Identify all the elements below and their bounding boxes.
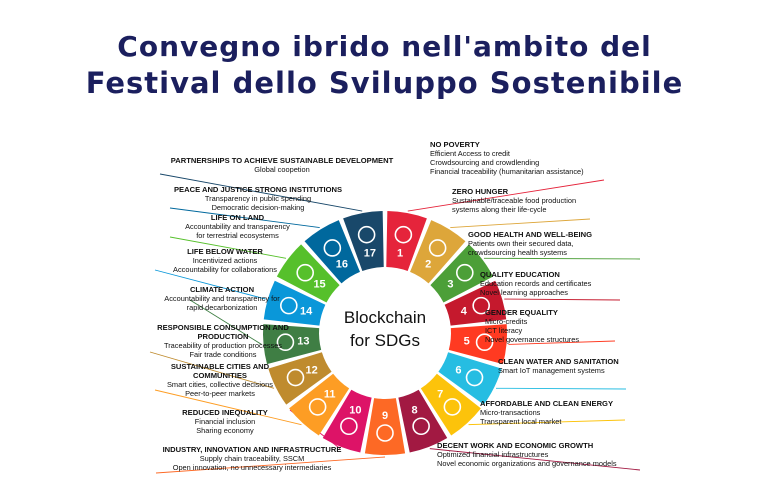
- sdg-label-11: [150, 362, 290, 398]
- sdg-number-9: 9: [381, 410, 389, 422]
- sdg-number-15: 15: [313, 278, 326, 291]
- sdg-label-title-15: LIFE ON LAND: [210, 213, 265, 222]
- sdg-number-4: 4: [460, 305, 467, 318]
- sdg-label-line: rapid decarbonization: [186, 303, 258, 312]
- sdg-number-7: 7: [437, 388, 444, 401]
- sdg-label-line: Financial inclusion: [194, 417, 256, 426]
- sdg-label-line: Transparency in public spending: [204, 194, 312, 203]
- sdg-segment-9: [365, 398, 405, 455]
- sdg-label-title-16: PEACE AND JUSTICE STRONG INSTITUTIONS: [173, 185, 343, 194]
- sdg-label-line: Efficient Access to credit: [430, 149, 510, 158]
- sdg-label-line: Education records and certificates: [480, 279, 592, 288]
- sdg-label-16: [163, 185, 353, 212]
- connector-line-6: [496, 388, 626, 389]
- sdg-label-line: Fair trade conditions: [189, 350, 257, 359]
- sdg-label-line: systems along their life-cycle: [452, 205, 547, 214]
- sdg-label-1: [430, 140, 670, 176]
- sdg-label-line: Novel learning approaches: [480, 288, 568, 297]
- sdg-label-line: Micro-credits: [485, 317, 528, 326]
- sdg-number-3: 3: [447, 278, 454, 291]
- sdg-number-17: 17: [363, 247, 377, 260]
- sdg-label-14: [150, 247, 300, 274]
- sdg-label-4: [480, 270, 630, 297]
- sdg-number-16: 16: [335, 258, 348, 271]
- sdg-number-8: 8: [411, 404, 418, 417]
- sdg-number-12: 12: [305, 364, 318, 377]
- sdg-label-title-14: LIFE BELOW WATER: [187, 247, 263, 256]
- sdg-label-9: [147, 445, 357, 472]
- sdg-label-line: Democratic decision-making: [211, 203, 305, 212]
- sdg-label-title-5: GENDER EQUALITY: [485, 308, 558, 317]
- sdg-label-line: Supply chain traceability, SSCM: [199, 454, 305, 463]
- center-title-line2: for SDGs: [350, 331, 420, 350]
- sdg-label-line: crowdsourcing health systems: [468, 248, 567, 257]
- sdg-label-line: ICT literacy: [485, 326, 523, 335]
- sdg-number-11: 11: [323, 388, 336, 401]
- title-line-1: Convegno ibrido nell'ambito del: [117, 30, 652, 63]
- sdg-label-line: Crowdsourcing and crowdlending: [430, 158, 540, 167]
- sdg-label-title-7: AFFORDABLE AND CLEAN ENERGY: [480, 399, 614, 408]
- sdg-label-3: [468, 230, 648, 257]
- sdg-label-title-17: PARTNERSHIPS TO ACHIEVE SUSTAINABLE DEVELOPMENT: [170, 156, 394, 165]
- sdg-label-line: Open innovation, no unnecessary intermediaries: [172, 463, 332, 472]
- sdg-number-14: 14: [300, 305, 313, 318]
- sdg-label-title-10: REDUCED INEQUALITY: [182, 408, 268, 417]
- sdg-label-title-8: DECENT WORK AND ECONOMIC GROWTH: [437, 441, 594, 450]
- sdg-label-2: [452, 187, 642, 214]
- sdg-label-line: Incentivized actions: [192, 256, 258, 265]
- title-line-2: Festival dello Sviluppo Sostenibile: [85, 66, 684, 100]
- sdg-label-title-6: CLEAN WATER AND SANITATION: [498, 357, 619, 366]
- sdg-label-7: [480, 399, 640, 426]
- sdg-label-title-9: INDUSTRY, INNOVATION AND INFRASTRUCTURE: [162, 445, 342, 454]
- sdg-number-13: 13: [297, 335, 310, 348]
- sdg-label-title-2: ZERO HUNGER: [452, 187, 509, 196]
- sdg-number-10: 10: [349, 404, 362, 417]
- sdg-label-line: Micro-transactions: [480, 408, 541, 417]
- sdg-label-12: [148, 323, 298, 359]
- sdg-label-line: Traceability of production processes: [163, 341, 283, 350]
- sdg-label-title-1: NO POVERTY: [430, 140, 480, 149]
- sdg-label-line: Accountability and transparency: [185, 222, 290, 231]
- sdg-label-title-3: GOOD HEALTH AND WELL-BEING: [468, 230, 593, 239]
- sdg-label-line: for terrestrial ecosystems: [196, 231, 279, 240]
- sdg-label-line: Novel governance structures: [485, 335, 580, 344]
- connector-line-4: [504, 299, 620, 300]
- sdg-label-13: [147, 285, 297, 312]
- sdg-label-line: Novel economic organizations and governance models: [437, 459, 617, 468]
- sdg-label-line: Financial traceability (humanitarian assistance): [430, 167, 584, 176]
- sdg-number-6: 6: [455, 364, 462, 377]
- sdg-label-10: [160, 408, 290, 435]
- sdg-label-line: Global coopetion: [254, 165, 310, 174]
- sdg-label-title-11: SUSTAINABLE CITIES AND COMMUNITIES: [170, 362, 270, 380]
- sdg-label-line: Accountability and transparency for: [164, 294, 280, 303]
- sdg-label-line: Smart IoT management systems: [498, 366, 605, 375]
- sdg-label-title-12: RESPONSIBLE CONSUMPTION AND PRODUCTION: [157, 323, 289, 341]
- sdg-label-title-13: CLIMATE ACTION: [189, 285, 255, 294]
- center-title-line1: Blockchain: [343, 308, 427, 327]
- sdg-label-6: [498, 357, 648, 375]
- sdg-number-2: 2: [425, 258, 432, 271]
- connector-line-2: [450, 219, 590, 228]
- sdg-label-line: Accountability for collaborations: [173, 265, 277, 274]
- sdg-label-line: Sharing economy: [196, 426, 254, 435]
- sdg-label-line: Sustainable/traceable food production: [452, 196, 577, 205]
- sdg-number-1: 1: [397, 247, 404, 260]
- sdg-label-line: Smart cities, collective decisions: [167, 380, 273, 389]
- connector-line-3: [484, 258, 640, 259]
- sdg-label-line: Peer-to-peer markets: [185, 389, 255, 398]
- sdg-label-17: [162, 156, 402, 174]
- sdg-label-15: [165, 213, 310, 240]
- sdg-label-8: [437, 441, 647, 468]
- sdg-label-line: Optimized financial infrastructures: [437, 450, 549, 459]
- sdg-label-5: [485, 308, 635, 344]
- sdg-label-line: Transparent local market: [480, 417, 562, 426]
- sdg-label-line: Patients own their secured data,: [468, 239, 574, 248]
- sdg-label-title-4: QUALITY EDUCATION: [480, 270, 560, 279]
- sdg-number-5: 5: [463, 335, 470, 348]
